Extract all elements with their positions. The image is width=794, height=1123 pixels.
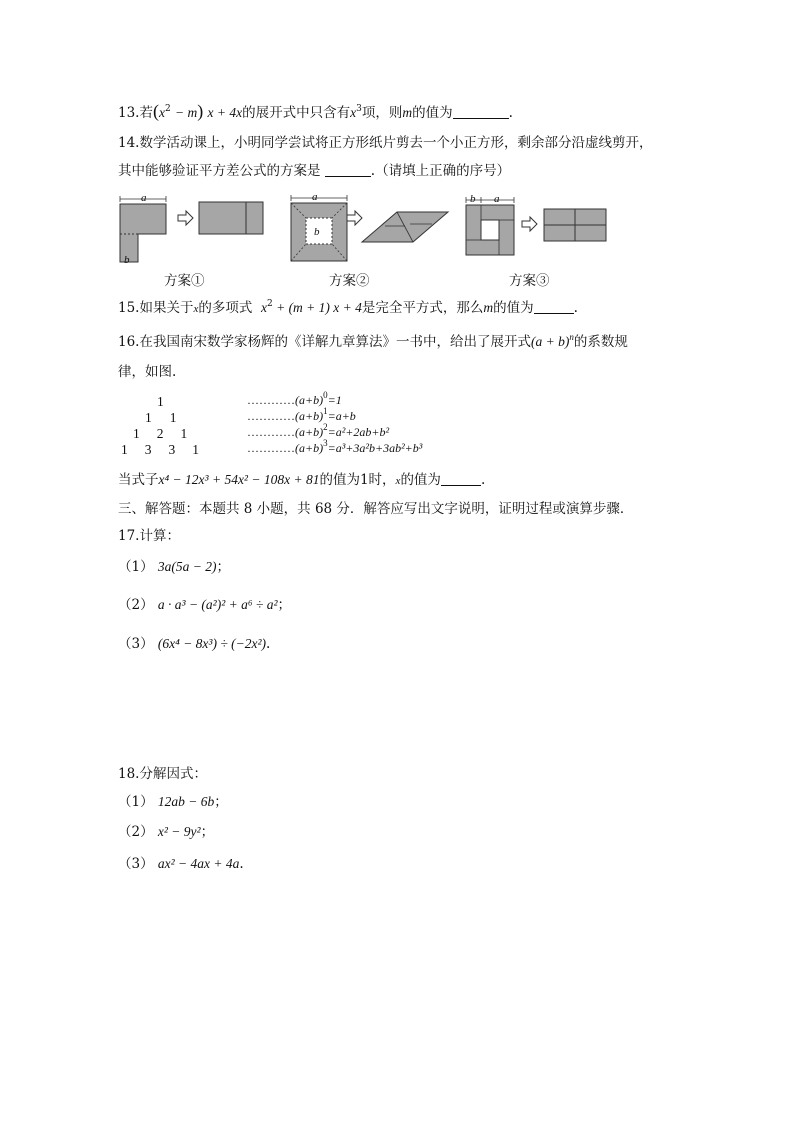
q14-line2-pre: 其中能够验证平方差公式的方案是 [118, 163, 321, 179]
tri-cell: 1 [157, 394, 164, 409]
inline-text: =1 [327, 393, 342, 407]
scheme1-figure [120, 192, 263, 266]
scheme2-caption: 方案② [329, 273, 370, 289]
expansion-row [247, 439, 422, 457]
inline-text: ………… [247, 441, 295, 455]
question-16-line1 [118, 333, 628, 351]
q14-line2-post: .（请填上正确的序号） [370, 163, 511, 179]
inline-text: ； [216, 559, 230, 575]
q16-cond-var: x [395, 475, 401, 487]
scheme2-label-b: b [314, 226, 320, 238]
tri-cell: 1 [192, 442, 199, 457]
tri-cell: 1 [133, 426, 140, 441]
scheme3-label-a: a [494, 193, 500, 205]
q17-item-3-expr: (6x⁴ − 8x³) ÷ (−2x²) [157, 636, 267, 651]
section-3-heading: 三、解答题：本题共 8 小题，共 68 分．解答应写出文字说明，证明过程或演算步骤． [118, 501, 634, 517]
question-17-title: 17.计算： [118, 528, 180, 544]
q13-term: x [350, 105, 357, 120]
q16-cond-mid: 的值为1时， [319, 472, 396, 488]
scheme3-label-b: b [470, 193, 476, 205]
scheme3-caption: 方案③ [509, 273, 550, 289]
scheme1-caption: 方案① [164, 273, 205, 289]
q13-answer-blank[interactable] [453, 105, 509, 119]
tri-cell: 1 [169, 410, 177, 425]
question-18-title: 18.分解因式： [118, 766, 207, 782]
q18-item-3-expr: ax² − 4ax + 4a [157, 856, 240, 871]
inline-text: . [266, 636, 271, 652]
q16-cond-pre: 当式子 [118, 472, 159, 488]
q18-item-3 [118, 855, 244, 873]
q15-post: 是完全平方式，那么 [361, 300, 484, 316]
inline-text: （1） [118, 794, 154, 810]
inline-text: =a²+2ab+b² [327, 425, 390, 439]
inline-text: =a+b [327, 409, 356, 423]
scheme2-figure [291, 191, 448, 261]
q18-item-2 [118, 823, 214, 841]
q16-cond-expr: x⁴ − 12x³ + 54x² − 108x + 81 [158, 472, 320, 487]
scheme1-label-b: b [124, 254, 130, 266]
q14-figures [0, 190, 794, 270]
question-15: 15.如果关于x的多项式 $x^2 + (m + 1) x + 4$是完全平方式，那么m的值为 . [118, 299, 578, 316]
inline-text: （3） [118, 856, 154, 872]
inline-text: ………… [247, 409, 295, 423]
q15-var2: m [483, 300, 494, 315]
inline-text: ………… [247, 425, 295, 439]
inline-text: ………… [247, 393, 295, 407]
q15-answer-blank[interactable] [534, 300, 574, 314]
q18-item-1 [118, 793, 228, 811]
triangle-row-3 [121, 441, 199, 459]
q16-expr-exp: n [569, 332, 574, 342]
q13-tail: 项，则 [361, 105, 403, 121]
q15-prefix: 15.如果关于 [118, 300, 194, 316]
q16-expr: (a + b) [530, 334, 570, 349]
inline-text: 3 [323, 438, 328, 448]
inline-text: (a+b) [295, 441, 324, 455]
inline-text: 1 [323, 406, 328, 416]
scheme1-label-a: a [141, 192, 147, 204]
q13-end: 的值为 [412, 105, 453, 121]
q14-answer-blank[interactable] [325, 163, 371, 177]
tri-cell: 1 [121, 442, 128, 457]
tri-cell: 1 [180, 426, 188, 441]
inline-text: （1） [118, 559, 154, 575]
q13-prefix: 13.若 [118, 105, 153, 121]
q17-item-2-expr: a · a³ − (a²)² + a⁶ ÷ a² [157, 597, 278, 612]
question-14-line1: 14.数学活动课上，小明同学尝试将正方形纸片剪去一个小正方形，剩余部分沿虚线剪开， [118, 135, 653, 151]
tri-cell: 3 [168, 442, 176, 457]
inline-text: (a+b) [295, 425, 324, 439]
q15-var: x [193, 303, 199, 315]
inline-text: 0 [323, 390, 328, 400]
q13-expr-rest: x + 4x [207, 105, 243, 120]
q16-line1-pre: 16.在我国南宋数学家杨辉的《详解九章算法》一书中，给出了展开式 [118, 334, 531, 350]
inline-text: (a+b) [295, 393, 324, 407]
tri-cell: 1 [145, 410, 152, 425]
q16-line1-post: 的系数规 [573, 334, 628, 350]
tri-cell: 2 [156, 426, 164, 441]
question-16-condition [118, 471, 485, 490]
q17-item-3 [118, 635, 270, 653]
q13-mid: 的展开式中只含有 [242, 105, 351, 121]
q16-cond-end: 的值为 [400, 472, 441, 488]
inline-text: (a+b) [295, 409, 324, 423]
q18-item-1-expr: 12ab − 6b [157, 794, 215, 809]
inline-text: ； [200, 824, 215, 840]
inline-text: . [239, 856, 244, 872]
scheme2-label-a: a [312, 191, 318, 203]
q15-poly: x [260, 300, 267, 315]
q15-period: . [573, 300, 578, 316]
inline-text: ； [214, 794, 228, 810]
q15-end: 的值为 [493, 300, 534, 316]
question-13: 13.若$(x^2 - m) x + 4x$的展开式中只含有$x^3$项，则m的值为 . [118, 101, 513, 121]
inline-text: （3） [118, 636, 154, 652]
inline-text: =a³+3a²b+3ab²+b³ [327, 441, 423, 455]
q13-period: . [508, 105, 513, 121]
q16-period: . [480, 472, 486, 488]
q15-poly-rest: + (m + 1) x + 4 [272, 300, 362, 315]
q13-expr-m: − m [175, 105, 198, 120]
q17-item-1-expr: 3a(5a − 2) [157, 559, 217, 574]
q17-item-2 [118, 596, 291, 614]
inline-text: ； [277, 597, 292, 613]
q13-var: m [402, 105, 413, 120]
q15-mid: 的多项式 [198, 300, 253, 316]
question-14-line2 [118, 162, 510, 180]
inline-text: （2） [118, 597, 154, 613]
q17-item-1 [118, 558, 230, 576]
inline-text: （2） [118, 824, 154, 840]
q18-item-2-expr: x² − 9y² [157, 824, 201, 839]
q16-answer-blank[interactable] [441, 472, 481, 486]
inline-text: 2 [323, 422, 328, 432]
q13-expr-x: x [158, 105, 165, 120]
tri-cell: 3 [144, 442, 152, 457]
question-16-line2: 律，如图. [118, 364, 177, 380]
scheme3-figure [466, 193, 606, 255]
